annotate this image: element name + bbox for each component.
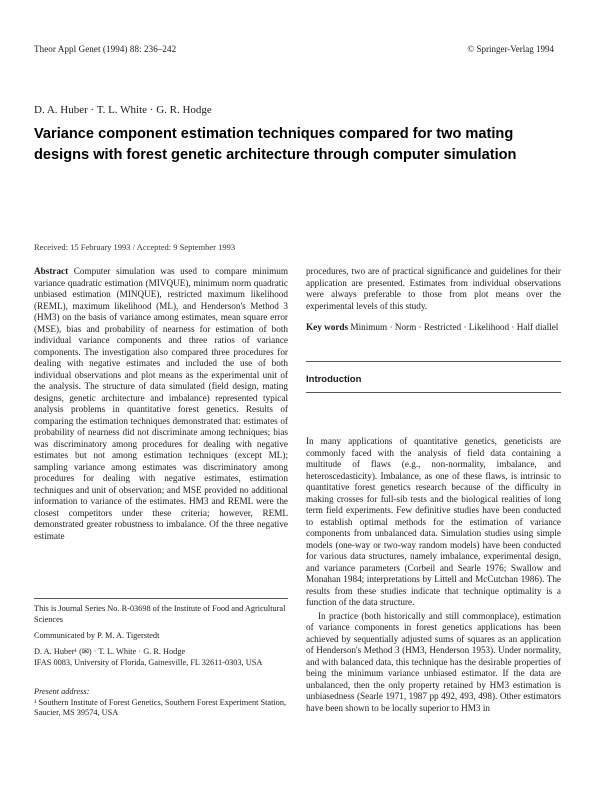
- footnote-authors-text: D. A. Huber¹ (✉) · T. L. White · G. R. Hodge: [34, 647, 186, 656]
- intro-paragraph-1: In many applications of quantitative genetics, geneticists are commonly faced with the analysis of field data containing a multitude of flaws (e.g., non-normality, imbalance, and heteroscedasticity). Imbalance, as one of these flaws, is intrinsic to quantitative forest genetics research because of the difficulty in making crosses for full-sib tests and the biological realities of long term field experiments. Few definitive studies have been conducted to establish optimal methods for the estimation of variance components from unbalanced data. Simulation studies using simple models (one-way or two-way random models) have been conducted for various data structures, namely imbalance, experimental design, and variance parameters (Corbeil and Searle 1976; Swallow and Monahan 1984; interpretations by Littell and McCutchan 1986). The results from these studies indicate that technique optimality is a function of the data structure.: [306, 436, 561, 607]
- article-title: Variance component estimation techniques compared for two mating designs with forest genetic architecture through computer simulation: [34, 126, 517, 163]
- footnote-rule: [34, 598, 288, 599]
- affiliation-text: IFAS 0083, University of Florida, Gainesville, FL 32611-0303, USA: [34, 657, 263, 667]
- copyright-notice: © Springer-Verlag 1994: [467, 44, 554, 54]
- journal-citation: Theor Appl Genet (1994) 88: 236–242: [34, 44, 177, 54]
- footnote-present-address: [34, 687, 288, 719]
- present-address-text: ¹ Southern Institute of Forest Genetics, Southern Forest Experiment Station, Saucier, MS 39574, USA: [34, 697, 287, 717]
- author-list: D. A. Huber · T. L. White · G. R. Hodge: [34, 104, 212, 116]
- section-heading: Introduction: [306, 374, 362, 385]
- section-rule: [306, 361, 561, 362]
- footnote-journal-series: [34, 604, 288, 625]
- communicated-text: Communicated by P. M. A. Tigerstedt: [34, 631, 160, 640]
- keywords: [306, 322, 561, 334]
- journal-series-text: This is Journal Series No. R-03698 of the Institute of Food and Agricultural Sciences: [34, 604, 286, 624]
- introduction-body: [306, 436, 561, 714]
- abstract-label: Abstract: [34, 266, 69, 276]
- present-address-label: Present address:: [34, 687, 90, 696]
- section-rule-bottom: [306, 392, 561, 393]
- right-column-top: [306, 266, 561, 334]
- footnote-authors: [34, 647, 288, 668]
- footnote-communicated: [34, 631, 288, 642]
- received-dates: Received: 15 February 1993 / Accepted: 9 September 1993: [34, 242, 236, 252]
- abstract-continuation: procedures, two are of practical significance and guidelines for their application are presented. Estimates from individual observations were always preferable to those from plot means over the experimental levels of this study.: [306, 266, 561, 311]
- abstract-text: Computer simulation was used to compare minimum variance quadratic estimation (MIVQUE), minimum norm quadratic unbiased estimation (MINQUE), restricted maximum likelihood (REML), maximum likelihood (ML), and Henderson's Method 3 (HM3) on the basis of variance among estimates, mean square error (MSE), bias and probability of nearness for estimation of both individual variance components and three ratios of variance components. The investigation also compared three procedures for dealing with negative estimates and included the use of both individual observations and plot means as the experimental unit of the analysis. The structure of data simulated (field design, mating designs, genetic architecture and imbalance) represented typical analysis problems in quantitative forest genetics. Results of comparing the estimation techniques demonstrated that: estimates of probability of nearness did not discriminate among techniques; bias was discriminatory among procedures for dealing with negative estimates but not among estimation techniques (except ML); sampling variance among estimates was discriminatory among procedures for dealing with negative estimates, estimation techniques and unit of observation; and MSE provided no additional information to variance of the estimates. HM3 and REML were the closest competitors under these criteria; however, REML demonstrated greater robustness to imbalance. Of the three negative estimate: [34, 266, 289, 541]
- abstract: [34, 266, 288, 542]
- keywords-text: Minimum · Norm · Restricted · Likelihood · Half diallel: [350, 322, 559, 332]
- intro-paragraph-2: In practice (both historically and still commonplace), estimation of variance components in forest genetics applications has been achieved by sequentially adjusted sums of squares as an application of Henderson's Method 3 (HM3, Henderson 1953). Under normality, and with balanced data, this technique has the desirable properties of being the minimum variance unbiased estimator. If the data are unbalanced, then the only property retained by HM3 estimation is unbiasedness (Searle 1971, 1987 pp 492, 493, 498). Other estimators have been shown to be locally superior to HM3 in: [306, 610, 561, 713]
- keywords-label: Key words: [306, 322, 349, 332]
